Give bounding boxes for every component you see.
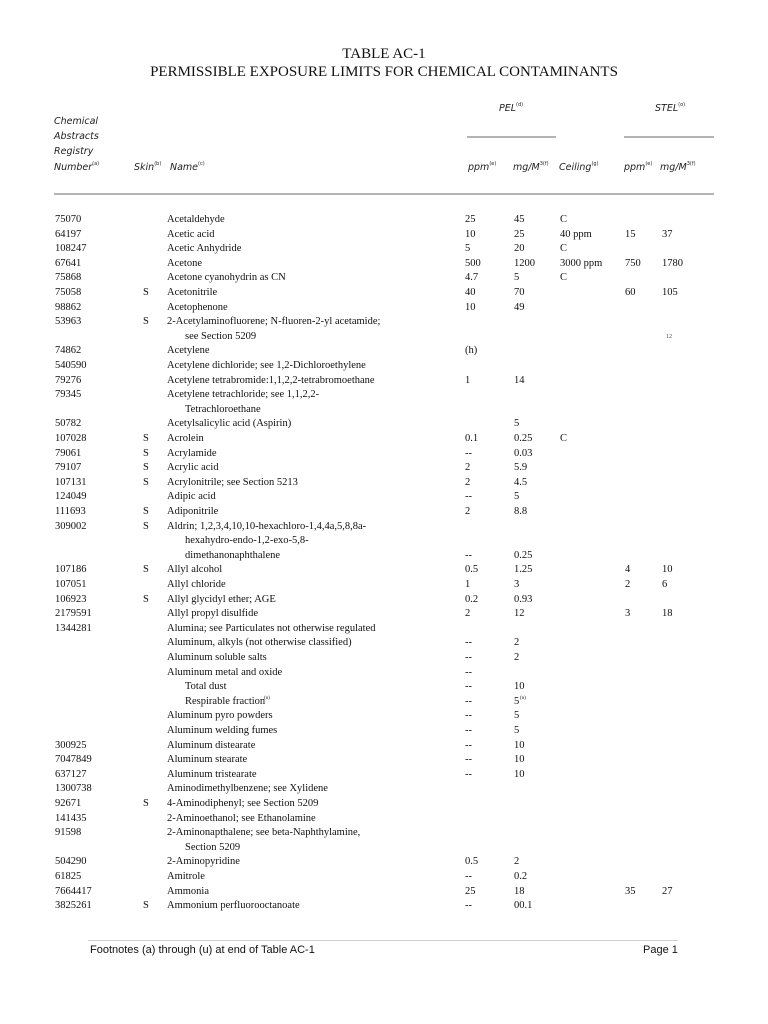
header-rule — [54, 193, 714, 195]
ceiling-cell: C — [560, 272, 568, 284]
pel-ppm-cell: -- — [465, 549, 472, 561]
cas-cell: 107051 — [55, 579, 87, 590]
chemical-name-cell: Aluminum tristearate — [167, 768, 257, 780]
pel-mgm-cell: 5 — [514, 272, 520, 284]
chemical-name-cell: Acetylsalicylic acid (Aspirin) — [167, 418, 292, 430]
pel-ppm-header: ppm$^{(e)}$ — [468, 161, 497, 173]
pel-ppm-cell: 2 — [465, 462, 471, 474]
cas-cell: 3825261 — [55, 900, 92, 912]
pel-ppm-cell: 10 — [465, 301, 476, 313]
pel-ppm-cell: -- — [465, 666, 472, 678]
cas-cell: 53963 — [55, 316, 82, 328]
chemical-name-cell: Respirable fraction — [185, 695, 266, 707]
chemical-name-cell: Aluminum welding fumes — [167, 725, 278, 736]
chemical-name-cell: Adipic acid — [167, 491, 216, 503]
pel-mgm-cell: 20 — [514, 243, 525, 255]
skin-cell: S — [143, 287, 149, 298]
cas-cell: 1344281 — [55, 622, 92, 634]
chemical-name-cell: Aminodimethylbenzene; see Xylidene — [167, 783, 328, 795]
cas-header-line-3: Registry — [54, 146, 94, 157]
ceiling-cell: C — [560, 433, 568, 444]
cas-cell: 7664417 — [55, 885, 92, 897]
cas-cell: 79345 — [55, 389, 82, 401]
cas-cell: 79276 — [55, 374, 82, 386]
name-header: Name$^{(c)}$ — [170, 161, 205, 173]
cas-cell: 504290 — [55, 856, 87, 868]
chemical-name-cell: Aluminum, alkyls (not otherwise classified) — [167, 637, 352, 649]
pel-ppm-cell: 2 — [465, 506, 471, 517]
cas-header-line-2: Abstracts — [54, 131, 99, 142]
skin-cell: S — [143, 593, 149, 605]
pel-ppm-cell: 0.2 — [465, 593, 479, 605]
stel-rule — [624, 136, 714, 138]
cas-cell: 124049 — [55, 491, 87, 503]
pel-mgm-cell: 3 — [514, 579, 520, 590]
footnote-reference: Footnotes (a) through (u) at end of Table AC-1 — [90, 944, 315, 956]
pel-ppm-cell: -- — [465, 447, 472, 459]
cas-cell: 79107 — [55, 462, 82, 474]
pel-mgm-cell: 70 — [514, 287, 525, 298]
pel-ppm-cell: -- — [465, 491, 472, 503]
cas-cell: 91598 — [55, 827, 82, 839]
pel-mgm-cell: 25 — [514, 228, 525, 240]
chemical-name-cell: Allyl propyl disulfide — [167, 608, 258, 620]
chemical-name-cell: Acetonitrile — [167, 287, 218, 298]
stel-mgm-cell: 105 — [662, 287, 678, 298]
chemical-name-cell: Acetic Anhydride — [167, 243, 242, 255]
margin-note: 12 — [666, 334, 672, 340]
pel-ppm-cell: -- — [465, 710, 472, 722]
cas-header-line-1: Chemical — [54, 116, 99, 127]
cas-cell: 2179591 — [55, 608, 92, 620]
cas-cell: 75868 — [55, 272, 82, 284]
pel-ppm-cell: -- — [465, 652, 472, 663]
pel-mgm-cell: 5 — [514, 418, 520, 430]
cas-cell: 309002 — [55, 520, 87, 532]
stel-mgm-cell: 37 — [662, 228, 673, 240]
pel-mgm-cell: 2 — [514, 856, 520, 868]
cas-cell: 92671 — [55, 798, 82, 809]
chemical-name-cell: Acrylonitrile; see Section 5213 — [167, 476, 298, 488]
stel-ppm-cell: 35 — [625, 885, 636, 897]
pel-mgm-cell: 0.03 — [514, 447, 533, 459]
pel-ppm-cell: 25 — [465, 214, 476, 225]
pel-ppm-cell: 1 — [465, 374, 471, 386]
skin-cell: S — [143, 506, 149, 517]
cas-cell: 106923 — [55, 593, 87, 605]
pel-ppm-cell: -- — [465, 754, 472, 766]
chemical-name-cell: Allyl glycidyl ether; AGE — [167, 593, 276, 605]
pel-ppm-cell: 40 — [465, 287, 476, 298]
chemical-name-cell: Ammonium perfluorooctanoate — [167, 900, 300, 912]
cas-cell: 75070 — [55, 214, 82, 225]
pel-mgm-cell: 0.25 — [514, 433, 533, 444]
pel-ppm-cell: 0.5 — [465, 564, 479, 576]
cas-cell: 98862 — [55, 301, 82, 313]
chemical-name-cell: Ammonia — [167, 885, 209, 897]
pel-mgm-header: $mg/M^{3(f)}$ — [513, 161, 549, 173]
chemical-name-cell: Adiponitrile — [167, 506, 219, 517]
chemical-name-cell: Allyl alcohol — [167, 564, 223, 576]
pel-mgm-cell: 10 — [514, 681, 525, 693]
pel-mgm-cell: 2 — [514, 652, 520, 663]
table-title: TABLE AC-1 — [342, 46, 426, 62]
chemical-name-cell: Aluminum distearate — [167, 739, 256, 751]
cas-cell: 79061 — [55, 447, 82, 459]
skin-header: Skin$^{(b)}$ — [134, 161, 162, 173]
pel-mgm-cell: 4.5 — [514, 476, 528, 488]
cas-cell: 75058 — [55, 287, 82, 298]
cas-cell: 540590 — [55, 360, 87, 371]
ceiling-cell: 40 ppm — [560, 228, 592, 240]
skin-cell: S — [143, 900, 149, 912]
chemical-name-cell: Acetone — [167, 257, 202, 269]
pel-mgm-cell: 1200 — [514, 257, 535, 269]
chemical-name-cell: dimethanonaphthalene — [185, 549, 281, 561]
pel-ppm-cell: 0.5 — [465, 856, 479, 868]
cas-cell: 107131 — [55, 476, 87, 488]
skin-cell: S — [143, 476, 149, 488]
pel-ppm-cell: 0.1 — [465, 433, 479, 444]
pel-ppm-cell: -- — [465, 739, 472, 751]
pel-ppm-cell: -- — [465, 725, 472, 736]
stel-mgm-cell: 1780 — [662, 257, 683, 269]
skin-cell: S — [143, 564, 149, 576]
chemical-name-cell: Total dust — [185, 681, 227, 693]
cas-cell: 107186 — [55, 564, 87, 576]
pel-mgm-cell: 8.8 — [514, 506, 528, 517]
pel-mgm-cell: 10 — [514, 768, 525, 780]
chemical-name-cell: Tetrachloroethane — [185, 403, 261, 415]
chemical-name-cell: Acrolein — [167, 433, 204, 444]
cas-cell: 107028 — [55, 433, 87, 444]
chemical-name-cell: 2-Aminonapthalene; see beta-Naphthylamine, — [167, 827, 361, 839]
chemical-name-cell: Acetylene tetrachloride; see 1,1,2,2- — [167, 389, 320, 401]
pel-ppm-cell: -- — [465, 768, 472, 780]
chemical-name-cell: hexahydro-endo-1,2-exo-5,8- — [185, 535, 309, 547]
stel-ppm-cell: 3 — [625, 608, 631, 620]
cas-cell: 64197 — [55, 228, 82, 240]
pel-mgm-cell: 12 — [514, 608, 525, 620]
stel-mgm-header: $mg/M^{3(f)}$ — [660, 161, 696, 173]
stel-mgm-cell: 27 — [662, 885, 673, 897]
ceiling-cell: 3000 ppm — [560, 257, 603, 269]
stel-mgm-cell: 6 — [662, 579, 668, 590]
stel-ppm-cell: 4 — [625, 564, 631, 576]
pel-mgm-cell: 5.9 — [514, 462, 528, 474]
chemical-name-cell: Aluminum metal and oxide — [167, 666, 283, 678]
pel-ppm-cell: -- — [465, 637, 472, 649]
name-footnote-mark: (n) — [264, 695, 270, 701]
chemical-name-cell: Amitrole — [167, 871, 205, 882]
pel-rule — [467, 136, 556, 138]
stel-mgm-cell: 18 — [662, 608, 673, 620]
chemical-name-cell: Aluminum pyro powders — [167, 710, 273, 722]
stel-mgm-cell: 10 — [662, 564, 673, 576]
cas-header-line-4: Number$^{(a)}$ — [54, 161, 100, 173]
pel-mgm-cell: 0.25 — [514, 549, 533, 561]
cas-cell: 67641 — [55, 257, 82, 269]
pel-ppm-cell: 2 — [465, 608, 471, 620]
stel-header: STEL$^{(o)}$ — [655, 102, 686, 114]
pel-mgm-cell: 5 — [514, 710, 520, 722]
cas-cell: 300925 — [55, 739, 87, 751]
skin-cell: S — [143, 316, 149, 328]
pel-ppm-cell: -- — [465, 681, 472, 693]
pel-ppm-cell: -- — [465, 695, 472, 707]
footer-rule — [88, 940, 678, 941]
ceiling-cell: C — [560, 243, 568, 255]
pel-mgm-cell: 14 — [514, 374, 525, 386]
pel-mgm-cell: 45 — [514, 214, 525, 225]
skin-cell: S — [143, 433, 149, 444]
chemical-name-cell: Acetic acid — [167, 228, 215, 240]
cas-cell: 61825 — [55, 871, 82, 882]
pel-ppm-cell: (h) — [465, 345, 478, 357]
mgm-footnote-mark: (n) — [520, 695, 526, 701]
pel-mgm-cell: 10 — [514, 739, 525, 751]
chemical-name-cell: 4-Aminodiphenyl; see Section 5209 — [167, 798, 319, 809]
pel-ppm-cell: -- — [465, 871, 472, 882]
chemical-name-cell: 2-Aminopyridine — [167, 856, 240, 868]
chemical-name-cell: Aluminum stearate — [167, 754, 248, 766]
page-number: Page 1 — [643, 944, 678, 956]
pel-mgm-cell: 5 — [514, 695, 520, 707]
cas-cell: 111693 — [55, 506, 86, 517]
chemical-name-cell: Allyl chloride — [167, 579, 226, 590]
chemical-name-cell: 2-Aminoethanol; see Ethanolamine — [167, 812, 316, 824]
pel-ppm-cell: 25 — [465, 885, 476, 897]
stel-ppm-cell: 60 — [625, 287, 636, 298]
skin-cell: S — [143, 462, 149, 474]
chemical-name-cell: Acrylamide — [167, 447, 217, 459]
table-subtitle: PERMISSIBLE EXPOSURE LIMITS FOR CHEMICAL CONTAMINANTS — [150, 64, 618, 80]
skin-cell: S — [143, 798, 149, 809]
pel-mgm-cell: 5 — [514, 725, 520, 736]
pel-mgm-cell: 0.93 — [514, 593, 533, 605]
skin-cell: S — [143, 447, 149, 459]
stel-ppm-header: ppm$^{(e)}$ — [624, 161, 653, 173]
pel-ppm-cell: 5 — [465, 243, 471, 255]
cas-cell: 74862 — [55, 345, 82, 357]
pel-ppm-cell: 500 — [465, 257, 481, 269]
cas-cell: 108247 — [55, 243, 87, 255]
chemical-name-cell: Acetone cyanohydrin as CN — [167, 272, 286, 284]
cas-cell: 1300738 — [55, 783, 92, 795]
chemical-name-cell: Aldrin; 1,2,3,4,10,10-hexachloro-1,4,4a,5,8,8a- — [167, 520, 367, 532]
chemical-name-cell: Acetophenone — [167, 301, 228, 313]
pel-ppm-cell: 4.7 — [465, 272, 479, 284]
pel-header: PEL$^{(d)}$ — [499, 102, 524, 114]
chemical-name-cell: Acetylene dichloride; see 1,2-Dichloroethylene — [167, 360, 366, 371]
pel-mgm-cell: 1.25 — [514, 564, 533, 576]
pel-ppm-cell: -- — [465, 900, 472, 912]
chemical-name-cell: Aluminum soluble salts — [167, 652, 267, 663]
pel-mgm-cell: 0.2 — [514, 871, 528, 882]
ceiling-cell: C — [560, 214, 568, 225]
chemical-name-cell: see Section 5209 — [185, 330, 257, 342]
stel-ppm-cell: 750 — [625, 257, 641, 269]
stel-ppm-cell: 2 — [625, 579, 631, 590]
pel-mgm-cell: 49 — [514, 301, 525, 313]
chemical-name-cell: Section 5209 — [185, 841, 241, 853]
pel-ppm-cell: 10 — [465, 228, 476, 240]
chemical-name-cell: Alumina; see Particulates not otherwise regulated — [167, 622, 376, 634]
ceiling-header: Ceiling$^{(g)}$ — [559, 161, 599, 173]
stel-ppm-cell: 15 — [625, 228, 636, 240]
cas-cell: 637127 — [55, 768, 87, 780]
skin-cell: S — [143, 520, 149, 532]
chemical-name-cell: Acrylic acid — [167, 462, 219, 474]
pel-mgm-cell: 00.1 — [514, 900, 533, 912]
cas-cell: 7047849 — [55, 754, 92, 766]
pel-mgm-cell: 5 — [514, 491, 520, 503]
chemical-name-cell: 2-Acetylaminofluorene; N-fluoren-2-yl acetamide; — [167, 316, 381, 328]
cas-cell: 50782 — [55, 418, 82, 430]
cas-cell: 141435 — [55, 812, 87, 824]
pel-ppm-cell: 1 — [465, 579, 471, 590]
pel-mgm-cell: 18 — [514, 885, 525, 897]
pel-ppm-cell: 2 — [465, 476, 471, 488]
chemical-name-cell: Acetylene tetrabromide:1,1,2,2-tetrabromoethane — [167, 374, 375, 386]
chemical-name-cell: Acetylene — [167, 345, 210, 357]
pel-mgm-cell: 2 — [514, 637, 520, 649]
pel-mgm-cell: 10 — [514, 754, 525, 766]
chemical-name-cell: Acetaldehyde — [167, 214, 225, 225]
